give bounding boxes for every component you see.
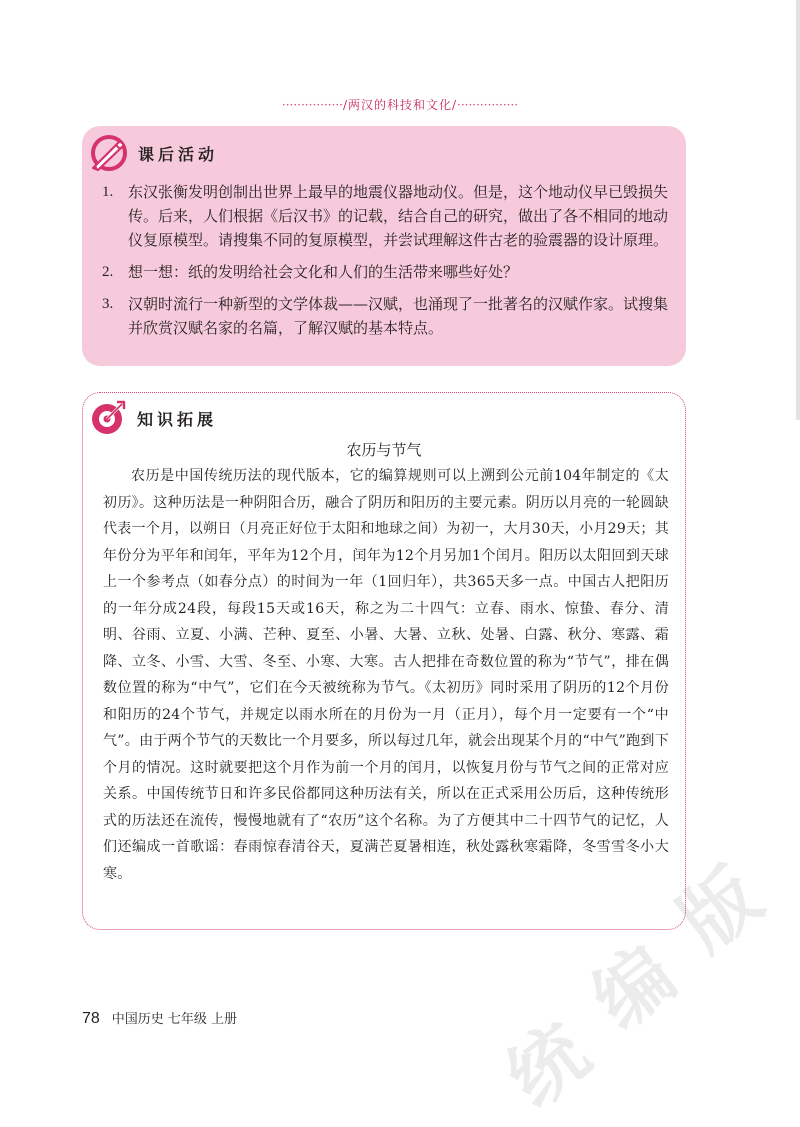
article-body: 农历是中国传统历法的现代版本，它的编算规则可以上溯到公元前104年制定的《太初历》。这种历法是一种阴阳合历，融合了阴历和阳历的主要元素。阴历以月亮的一轮圆缺代表一个月，以朔日（月亮正好位于太阳和地球之间）为初一，大月30天，小月29天；其年份分为平年和闰年，平年为12个月，闰年为12个月另加1个闰月。阳历以太阳回到天球上一个参考点（如春分点）的时间为一年（1回归年），共365天多一点。中国古人把阳历的一年分成24段，每段15天或16天，称之为二十四气：立春、雨水、惊蛰、春分、清明、谷雨、立夏、小满、芒种、夏至、小暑、大暑、立秋、处暑、白露、秋分、寒露、霜降、立冬、小雪、大雪、冬至、小寒、大寒。古人把排在奇数位置的称为“节气”，排在偶数位置的称为“中气”，它们在今天被统称为节气。《太初历》同时采用了阴历的12个月份和阳历的24个节气，并规定以雨水所在的月份为一月（正月），每个月一定要有一个“中气”。由于两个节气的天数比一个月要多，所以每过几年，就会出现某个月的“中气”跑到下个月的情况。这时就要把这个月作为前一个月的闰月，以恢复月份与节气之间的正常对应关系。中国传统节日和许多民俗都同这种历法有关，所以在正式采用公历后，这种传统形式的历法还在流传，慢慢地就有了“农历”这个名称。为了方便其中二十四节气的记忆，人们还编成一首歌谣：春雨惊春清谷天，夏满芒夏暑相连，秋处露秋寒霜降，冬雪雪冬小大寒。 (103, 468, 669, 882)
activities-heading-text: 课后活动 (138, 144, 219, 164)
arrow-circle-icon (89, 399, 127, 437)
after-class-activities-box (82, 126, 686, 366)
activity-item-number: 1. (102, 184, 114, 200)
watermark-char: 编 (576, 928, 692, 1046)
header-dots-right: ················ (457, 98, 519, 112)
page-edge-mark (796, 0, 800, 420)
activity-item (102, 180, 672, 252)
activity-item-number: 2. (102, 264, 114, 280)
pencil-icon (90, 134, 128, 172)
activity-item-text: 东汉张衡发明创制出世界上最早的地震仪器地动仪。但是，这个地动仪早已毁损失传。后来，人们根据《后汉书》的记载，结合自己的研究，做出了各不相同的地动仪复原模型。请搜集不同的复原模型，并尝试理解这件古老的验震器的设计原理。 (128, 183, 669, 249)
activities-heading (90, 134, 218, 172)
running-header (0, 96, 800, 113)
activity-item-text: 汉朝时流行一种新型的文学体裁——汉赋，也涌现了一批著名的汉赋作家。试搜集并欣赏汉赋名家的名篇，了解汉赋的基本特点。 (128, 295, 669, 337)
activities-list (102, 180, 672, 348)
activity-item (102, 260, 672, 284)
book-title: 中国历史 七年级 上册 (111, 1012, 238, 1027)
header-section-title: /两汉的科技和文化/ (342, 98, 458, 112)
activity-item-number: 3. (102, 296, 114, 312)
activity-item-text: 想一想：纸的发明给社会文化和人们的生活带来哪些好处？ (128, 263, 519, 281)
knowledge-extension-box (82, 392, 686, 930)
header-dots-left: ················ (281, 98, 343, 112)
watermark-char: 统 (490, 1006, 606, 1124)
article-title: 农历与节气 (346, 441, 422, 459)
knowledge-heading-text: 知识拓展 (137, 409, 218, 429)
knowledge-heading (89, 399, 217, 437)
page-number: 78 (82, 1010, 100, 1027)
activity-item (102, 292, 672, 340)
watermark-char: 版 (662, 850, 778, 968)
page-footer (82, 1008, 237, 1028)
